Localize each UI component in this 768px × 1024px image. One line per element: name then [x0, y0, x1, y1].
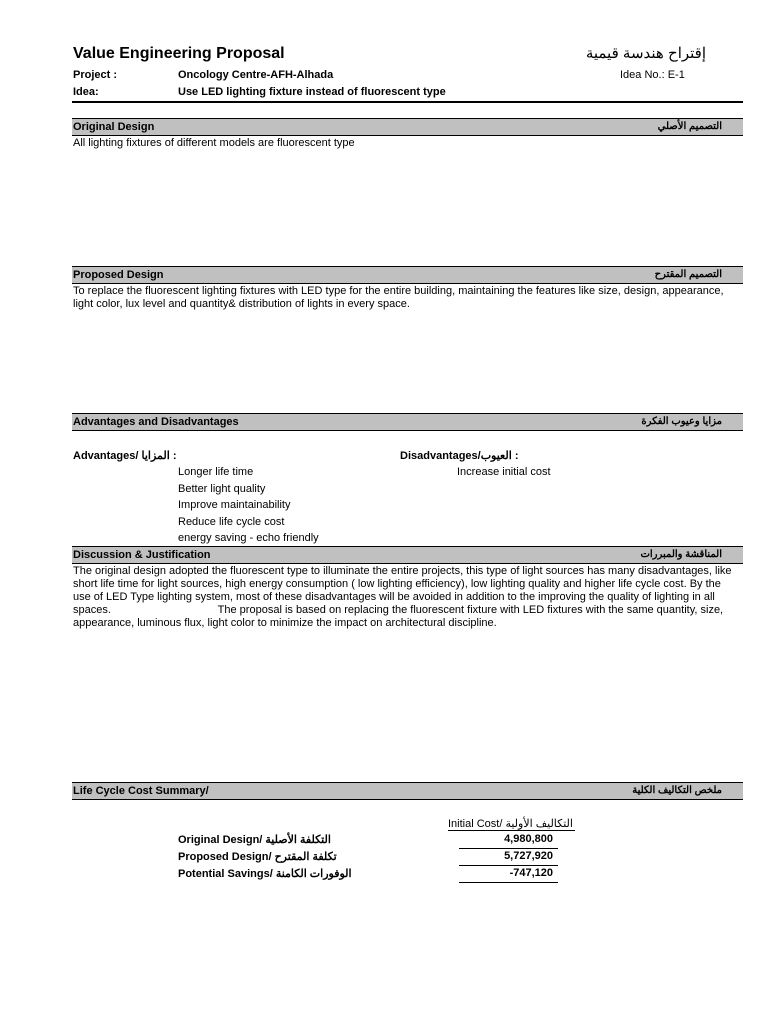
section-title: Discussion & Justification: [73, 549, 211, 561]
section-title: Advantages and Disadvantages: [73, 416, 239, 428]
document-title: Value Engineering Proposal: [73, 45, 285, 62]
section-original-design: [72, 118, 743, 136]
section-proposed-design: [72, 266, 743, 284]
advantages-label: Advantages/ المزايا :: [73, 450, 177, 462]
lcc-row-label-original: Original Design/ التكلفة الأصلية: [178, 834, 331, 846]
section-title-arabic: مزايا وعيوب الفكرة: [641, 416, 722, 427]
header-divider: [72, 101, 743, 103]
section-title: Proposed Design: [73, 269, 164, 281]
list-item: Improve maintainability: [178, 499, 291, 511]
section-title-arabic: التصميم الأصلي: [657, 121, 722, 132]
section-discussion: [72, 546, 743, 564]
section-title: Life Cycle Cost Summary/: [73, 785, 209, 797]
list-item: energy saving - echo friendly: [178, 532, 319, 544]
project-value: Oncology Centre-AFH-Alhada: [178, 69, 334, 81]
lcc-value-savings: -747,120: [509, 867, 553, 879]
lcc-row-label-proposed: Proposed Design/ تكلفة المقترح: [178, 851, 337, 863]
proposed-design-text: To replace the fluorescent lighting fixtures with LED type for the entire building, maintaining the features like size, design, appearance, light color, lux level and quantity& distribution of lights in every space.: [73, 285, 724, 310]
idea-number: Idea No.: E-1: [620, 69, 685, 81]
section-title: Original Design: [73, 121, 155, 133]
disadvantages-label: Disadvantages/العيوب :: [400, 450, 519, 462]
lcc-row-underline: [459, 848, 558, 849]
list-item: Reduce life cycle cost: [178, 515, 285, 528]
lcc-value-proposed: 5,727,920: [504, 850, 553, 862]
lcc-row-underline: [459, 865, 558, 866]
lcc-header-underline: [448, 830, 575, 831]
advantages-list: [178, 464, 319, 547]
lcc-value-original: 4,980,800: [504, 833, 553, 845]
list-item: Better light quality: [178, 482, 266, 495]
idea-value: Use LED lighting fixture instead of fluorescent type: [178, 86, 446, 98]
section-advantages: [72, 413, 743, 431]
document-title-arabic: إقتراح هندسة قيمية: [585, 45, 706, 62]
disadvantages-list: [457, 464, 551, 481]
list-item: Increase initial cost: [457, 466, 551, 478]
lcc-row-label-savings: Potential Savings/ الوفورات الكامنة: [178, 868, 352, 880]
discussion-text: The original design adopted the fluorescent type to illuminate the entire projects, this type of light sources has many disadvantages, like short life time for light sources, high energy consumption ( low lighting efficiency), low lighting quality and higher life cycle cost. By the use of LED Type lighting system, most of these disadvantages will be avoided in addition to the improving the quality of lighting in all spaces. The proposal is based on replacing the fluorescent fixture with LED fixtures with the same quantity, size, appearance, luminous flux, light color to minimize the impact on architectural discipline.: [73, 565, 735, 629]
section-title-arabic: ملخص التكاليف الكلية: [632, 785, 722, 796]
list-item: Longer life time: [178, 466, 254, 478]
lcc-column-header: Initial Cost/ التكاليف الأولية: [448, 818, 573, 830]
lcc-row-underline: [459, 882, 558, 883]
idea-label: Idea:: [73, 86, 99, 98]
section-lcc-summary: [72, 782, 743, 800]
section-title-arabic: المناقشة والمبررات: [640, 549, 722, 560]
original-design-text: All lighting fixtures of different models are fluorescent type: [73, 137, 355, 149]
project-label: Project :: [73, 69, 118, 81]
section-title-arabic: التصميم المقترح: [654, 269, 722, 280]
